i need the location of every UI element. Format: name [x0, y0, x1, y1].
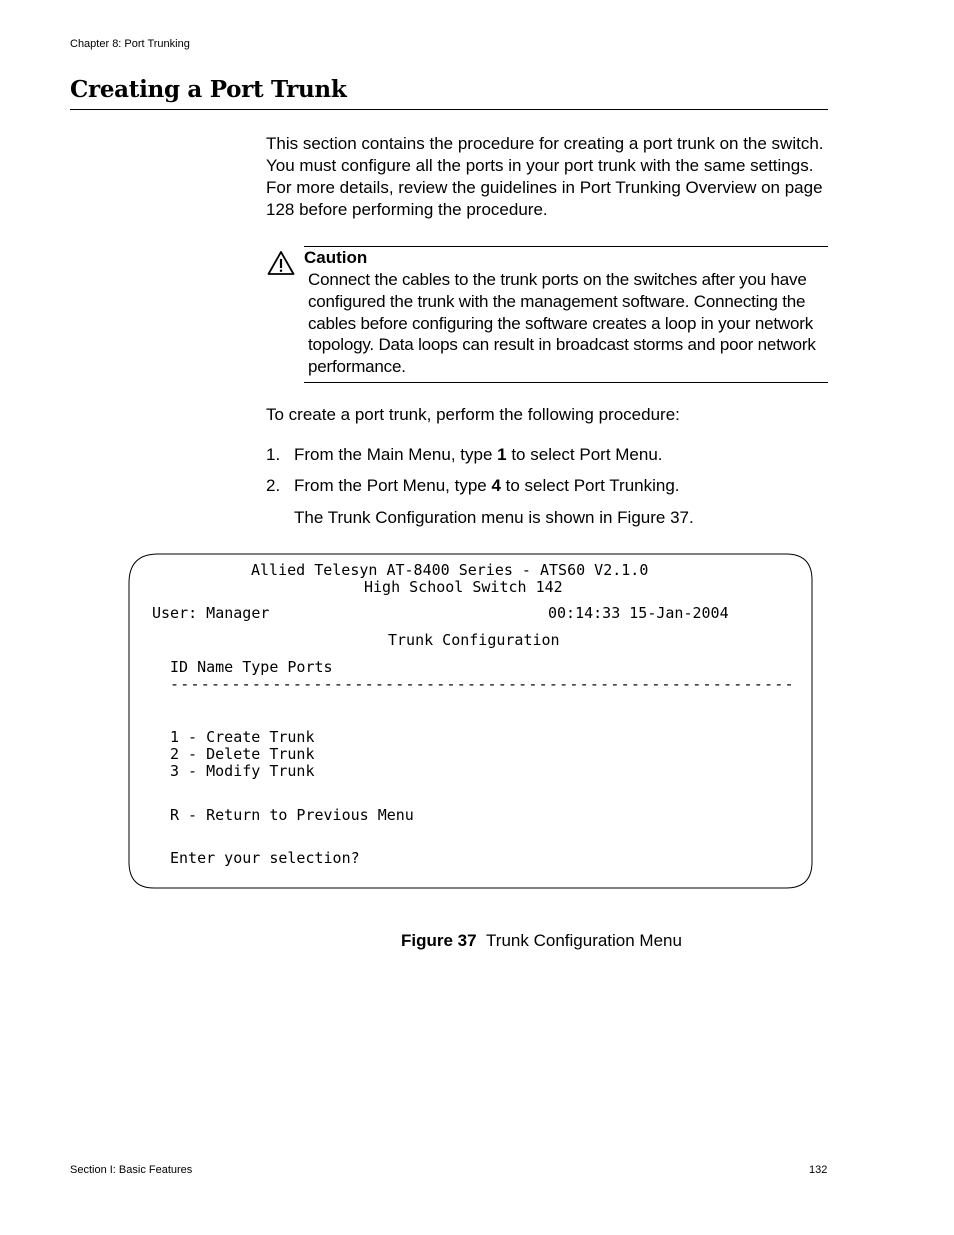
figure-caption — [401, 930, 682, 952]
terminal-menu-delete: 2 - Delete Trunk — [170, 745, 315, 763]
footer-section: Section I: Basic Features — [70, 1164, 193, 1176]
terminal-divider: ------------------------------------------------------------- — [170, 675, 795, 693]
figure-reference-note: The Trunk Configuration menu is shown in Figure 37. — [294, 508, 694, 527]
terminal-user: User: Manager — [152, 604, 270, 622]
terminal-datetime: 00:14:33 15-Jan-2004 — [548, 604, 729, 622]
step-text-before: From the Port Menu, type — [294, 476, 492, 495]
figure-label: Figure 37 — [401, 931, 477, 950]
procedure-lead: To create a port trunk, perform the following procedure: — [266, 405, 680, 424]
terminal-prompt: Enter your selection? — [170, 849, 360, 867]
terminal-menu-return: R - Return to Previous Menu — [170, 806, 414, 824]
step-text-before: From the Main Menu, type — [294, 445, 498, 464]
page-number: 132 — [809, 1164, 828, 1176]
terminal-menu-create: 1 - Create Trunk — [170, 728, 315, 746]
step-text-after: to select Port Menu. — [506, 445, 663, 464]
step-key: 4 — [491, 476, 501, 495]
running-header: Chapter 8: Port Trunking — [70, 38, 190, 50]
step-key: 1 — [497, 445, 507, 464]
terminal-screen-title: Trunk Configuration — [388, 631, 560, 649]
figure-caption-text: Trunk Configuration Menu — [486, 931, 682, 950]
terminal-menu-modify: 3 - Modify Trunk — [170, 762, 315, 780]
step-number: 1. — [266, 445, 281, 464]
section-title: Creating a Port Trunk — [70, 76, 347, 103]
terminal-system-line: Allied Telesyn AT-8400 Series - ATS60 V2.1.0 — [251, 561, 649, 579]
terminal-switch-name: High School Switch 142 — [364, 578, 563, 596]
step-number: 2. — [266, 476, 281, 495]
step-text-after: to select Port Trunking. — [500, 476, 680, 495]
caution-text: Connect the cables to the trunk ports on the switches after you have configured the trunk with the management software. Connecting the cables before configuring the software creates a loop in your network topology. Data loops can result in broadcast storms and poor network performance. — [308, 270, 816, 377]
terminal-column-headers: ID Name Type Ports — [170, 658, 333, 676]
intro-paragraph: This section contains the procedure for creating a port trunk on the switch. You must configure all the ports in your port trunk with the same settings. For more details, review the guidelines in Port Trunking Overview on page 128 before performing the procedure. — [266, 134, 824, 219]
caution-title: Caution — [304, 248, 368, 267]
